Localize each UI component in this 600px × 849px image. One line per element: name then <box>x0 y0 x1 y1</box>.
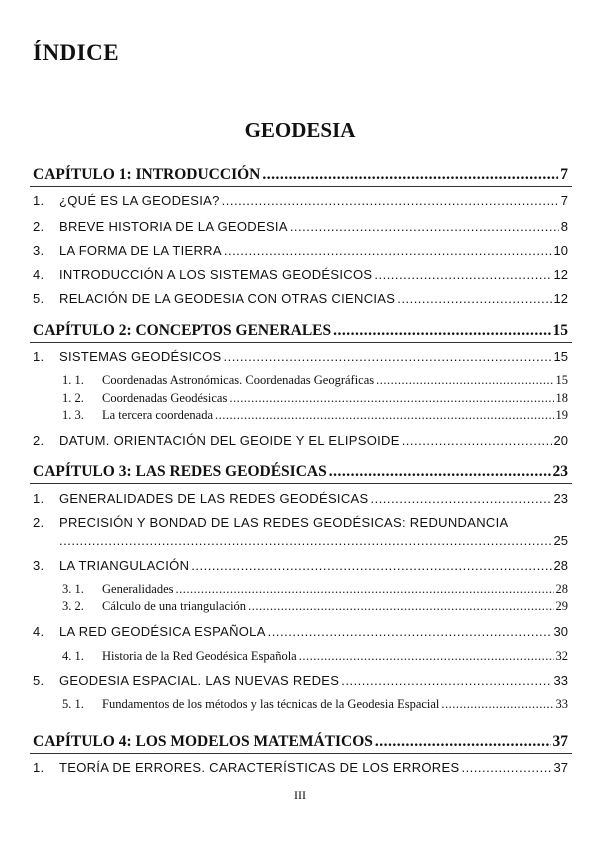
toc-chapter-3[interactable] <box>33 463 568 481</box>
toc-subentry[interactable] <box>62 373 568 388</box>
index-title: ÍNDICE <box>33 40 120 65</box>
chapter-label: CAPÍTULO 2: CONCEPTOS GENERALES <box>33 322 332 339</box>
toc-entry-wrapped[interactable] <box>33 515 568 530</box>
toc-entry[interactable] <box>33 624 568 639</box>
entry-number: 3. <box>33 558 45 573</box>
entry-page: 23 <box>553 491 568 506</box>
entry-label: INTRODUCCIÓN A LOS SISTEMAS GEODÉSICOS <box>59 267 373 282</box>
page-number: III <box>294 788 306 802</box>
chapter-page: 23 <box>552 463 568 480</box>
dot-leader <box>374 267 551 282</box>
toc-entry[interactable] <box>33 243 568 258</box>
entry-page: 15 <box>553 349 568 364</box>
entry-number: 1. <box>33 491 45 506</box>
entry-label: SISTEMAS GEODÉSICOS <box>59 349 222 364</box>
entry-page: 20 <box>553 433 568 448</box>
entry-label: Coordenadas Astronómicas. Coordenadas Geográficas <box>102 373 375 387</box>
entry-label: LA RED GEODÉSICA ESPAÑOLA <box>59 624 266 639</box>
entry-label: Generalidades <box>102 582 174 596</box>
entry-page: 7 <box>560 193 568 208</box>
dot-leader <box>223 349 551 364</box>
divider <box>30 342 572 343</box>
dot-leader <box>329 463 551 481</box>
entry-label: PRECISIÓN Y BONDAD DE LAS REDES GEODÉSICAS: REDUNDANCIA <box>59 515 509 530</box>
toc-subentry[interactable] <box>62 582 568 597</box>
dot-leader <box>370 491 551 506</box>
entry-label: La tercera coordenada <box>102 408 214 422</box>
entry-number: 1. <box>33 193 45 208</box>
entry-label: GENERALIDADES DE LAS REDES GEODÉSICAS <box>59 491 369 506</box>
toc-subentry[interactable] <box>62 697 568 712</box>
entry-page: 28 <box>555 582 568 596</box>
toc-chapter-2[interactable] <box>33 322 568 340</box>
toc-subentry[interactable] <box>62 599 568 614</box>
entry-label: LA TRIANGULACIÓN <box>59 558 190 573</box>
toc-chapter-1[interactable] <box>33 166 568 184</box>
toc-entry[interactable] <box>33 491 568 506</box>
entry-label: Historia de la Red Geodésica Española <box>102 649 297 663</box>
entry-number: 5. <box>33 673 45 688</box>
dot-leader <box>402 433 552 448</box>
entry-number: 3. 2. <box>62 599 84 613</box>
entry-number: 1. <box>33 349 45 364</box>
dot-leader <box>375 733 551 751</box>
toc-entry[interactable] <box>33 349 568 364</box>
entry-page: 19 <box>555 408 568 422</box>
entry-number: 3. <box>33 243 45 258</box>
entry-number: 1. 2. <box>62 391 84 405</box>
entry-page: 32 <box>555 649 568 663</box>
toc-subentry[interactable] <box>62 408 568 423</box>
entry-label: RELACIÓN DE LA GEODESIA CON OTRAS CIENCIAS <box>59 291 396 306</box>
entry-page: 28 <box>553 558 568 573</box>
entry-page: 33 <box>555 697 568 711</box>
toc-subentry[interactable] <box>62 391 568 406</box>
entry-label: BREVE HISTORIA DE LA GEODESIA <box>59 219 288 234</box>
dot-leader <box>222 193 559 208</box>
toc-subentry[interactable] <box>62 649 568 664</box>
entry-page: 29 <box>555 599 568 613</box>
chapter-page: 7 <box>560 166 568 183</box>
entry-number: 1. 3. <box>62 408 84 422</box>
dot-leader <box>224 243 552 258</box>
chapter-page: 37 <box>552 733 568 750</box>
dot-leader <box>215 408 553 423</box>
dot-leader <box>248 599 553 614</box>
toc-entry[interactable] <box>33 219 568 234</box>
entry-label: DATUM. ORIENTACIÓN DEL GEOIDE Y EL ELIPSOIDE <box>59 433 400 448</box>
entry-page: 37 <box>553 760 568 775</box>
toc-entry[interactable] <box>33 291 568 306</box>
entry-number: 2. <box>33 219 45 234</box>
divider <box>30 186 572 187</box>
entry-label: Fundamentos de los métodos y las técnicas de la Geodesia Espacial <box>102 697 440 711</box>
entry-page: 8 <box>560 219 568 234</box>
entry-page: 25 <box>553 533 568 548</box>
entry-page: 33 <box>553 673 568 688</box>
entry-label: TEORÍA DE ERRORES. CARACTERÍSTICAS DE LOS ERRORES <box>59 760 460 775</box>
entry-number: 1. <box>33 760 45 775</box>
toc-entry[interactable] <box>33 193 568 208</box>
entry-number: 5. <box>33 291 45 306</box>
entry-page: 18 <box>555 391 568 405</box>
entry-number: 1. 1. <box>62 373 84 387</box>
section-title: GEODESIA <box>244 118 356 142</box>
dot-leader <box>341 673 551 688</box>
entry-page: 15 <box>555 373 568 387</box>
toc-entry[interactable] <box>33 267 568 282</box>
dot-leader <box>299 649 554 664</box>
entry-page: 12 <box>553 267 568 282</box>
chapter-page: 15 <box>552 322 568 339</box>
dot-leader <box>376 373 553 388</box>
entry-page: 12 <box>553 291 568 306</box>
dot-leader <box>461 760 551 775</box>
toc-entry[interactable] <box>33 433 568 448</box>
dot-leader <box>59 533 552 548</box>
dot-leader <box>262 166 558 184</box>
entry-page: 30 <box>553 624 568 639</box>
entry-number: 4. 1. <box>62 649 84 663</box>
divider <box>30 753 572 754</box>
chapter-label: CAPÍTULO 4: LOS MODELOS MATEMÁTICOS <box>33 733 373 750</box>
entry-number: 4. <box>33 267 45 282</box>
toc-entry[interactable] <box>33 760 568 775</box>
dot-leader <box>397 291 551 306</box>
toc-entry-continuation[interactable] <box>33 533 568 548</box>
chapter-label: CAPÍTULO 1: INTRODUCCIÓN <box>33 166 261 183</box>
entry-label: GEODESIA ESPACIAL. LAS NUEVAS REDES <box>59 673 340 688</box>
entry-page: 10 <box>553 243 568 258</box>
toc-chapter-4[interactable] <box>33 733 568 751</box>
entry-label: ¿QUÉ ES LA GEODESIA? <box>59 193 220 208</box>
entry-number: 2. <box>33 433 45 448</box>
dot-leader <box>441 697 553 712</box>
divider <box>30 483 572 484</box>
toc-entry[interactable] <box>33 558 568 573</box>
entry-number: 4. <box>33 624 45 639</box>
chapter-label: CAPÍTULO 3: LAS REDES GEODÉSICAS <box>33 463 327 480</box>
dot-leader <box>290 219 559 234</box>
dot-leader <box>191 558 551 573</box>
entry-label: Coordenadas Geodésicas <box>102 391 228 405</box>
dot-leader <box>268 624 552 639</box>
dot-leader <box>176 582 554 597</box>
entry-label: LA FORMA DE LA TIERRA <box>59 243 222 258</box>
entry-label: Cálculo de una triangulación <box>102 599 247 613</box>
toc-entry[interactable] <box>33 673 568 688</box>
entry-number: 2. <box>33 515 45 530</box>
dot-leader <box>333 322 550 340</box>
entry-number: 5. 1. <box>62 697 84 711</box>
entry-number: 3. 1. <box>62 582 84 596</box>
dot-leader <box>229 391 553 406</box>
